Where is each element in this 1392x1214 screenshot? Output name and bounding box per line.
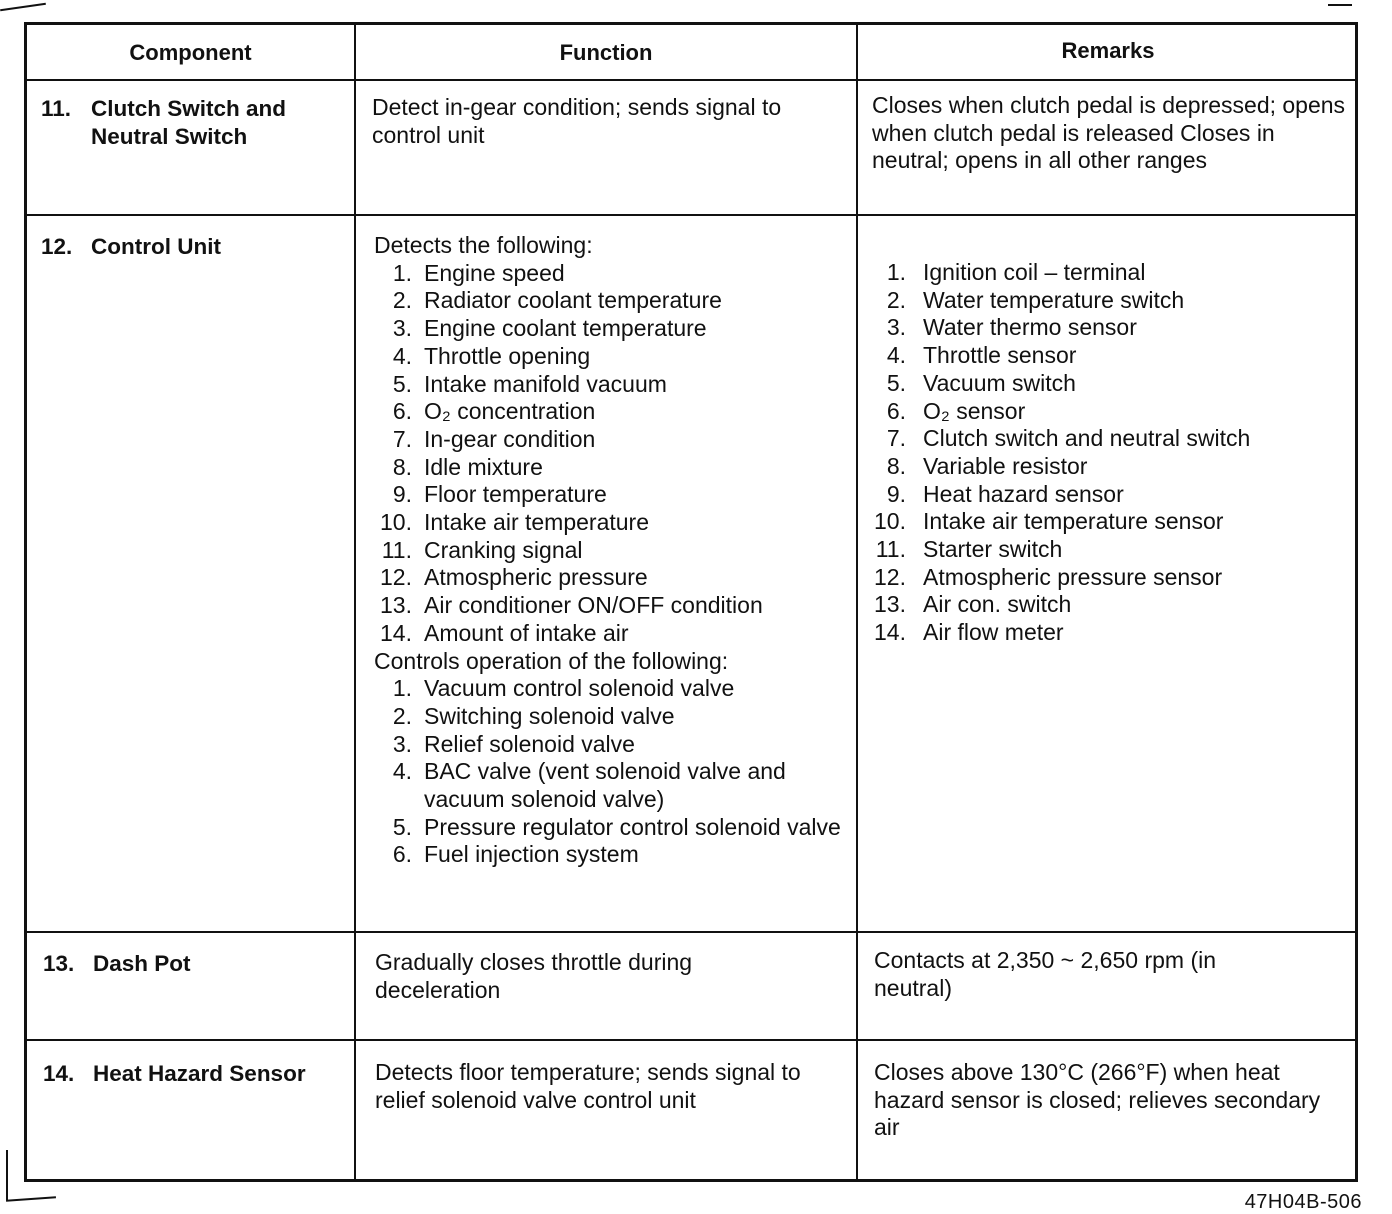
detects-item-label: O₂ concentration <box>424 398 596 425</box>
remarks-item <box>873 259 1348 287</box>
detects-item <box>374 537 844 565</box>
controls-item <box>374 814 844 842</box>
controls-item-number: 1. <box>392 675 412 702</box>
remarks-item-label: Throttle sensor <box>923 342 1077 369</box>
detects-item <box>374 509 844 537</box>
row-14-remarks: Closes above 130°C (266°F) when heat hazard sensor is closed; relieves secondary air <box>874 1059 1321 1141</box>
row-13-remarks: Contacts at 2,350 ~ 2,650 rpm (in neutral) <box>874 947 1217 1001</box>
controls-item-label: Fuel injection system <box>424 841 639 868</box>
detects-item <box>374 315 844 343</box>
detects-item-label: Idle mixture <box>424 453 543 480</box>
row-12-function <box>374 232 844 869</box>
detects-item-number: 5. <box>392 370 412 397</box>
remarks-item-label: Clutch switch and neutral switch <box>923 425 1251 452</box>
row-12-number: 12. <box>41 234 73 259</box>
detects-item-label: Throttle opening <box>424 342 591 369</box>
header-function: Function <box>559 40 653 65</box>
controls-item <box>374 758 844 813</box>
col-divider-1 <box>354 25 356 1179</box>
detects-list <box>374 260 844 648</box>
remarks-item <box>873 619 1348 647</box>
detects-item-label: Cranking signal <box>424 536 583 563</box>
controls-list <box>374 675 844 869</box>
remarks-item-number: 5. <box>886 369 906 396</box>
remarks-item <box>873 425 1348 453</box>
detects-item-label: Intake manifold vacuum <box>424 370 667 397</box>
controls-item-label: Switching solenoid valve <box>424 702 675 729</box>
detects-item <box>374 371 844 399</box>
remarks-item <box>873 370 1348 398</box>
detects-item-number: 12. <box>380 564 412 591</box>
controls-item-number: 6. <box>392 841 412 868</box>
remarks-item-number: 11. <box>875 536 906 563</box>
detects-item-number: 2. <box>392 287 412 314</box>
detects-item-label: In-gear condition <box>424 425 596 452</box>
remarks-item-number: 8. <box>886 452 906 479</box>
remarks-item-label: Ignition coil – terminal <box>923 259 1146 285</box>
detects-item-label: Engine coolant temperature <box>424 315 707 342</box>
header-remarks: Remarks <box>1061 38 1155 63</box>
detects-item <box>374 287 844 315</box>
remarks-item <box>873 287 1348 315</box>
detects-item-label: Amount of intake air <box>424 619 629 646</box>
remarks-item-number: 4. <box>886 342 906 369</box>
scan-mark-bottom-left <box>6 1150 8 1200</box>
remarks-item-label: Water thermo sensor <box>923 314 1137 341</box>
detects-item <box>374 620 844 648</box>
detects-item-number: 13. <box>380 592 412 619</box>
remarks-item-number: 6. <box>886 397 906 424</box>
remarks-item-label: Starter switch <box>923 536 1063 563</box>
controls-item-label: Vacuum control solenoid valve <box>424 675 735 702</box>
remarks-item-label: Air con. switch <box>923 591 1072 618</box>
remarks-item-number: 13. <box>874 591 906 618</box>
row-12-component <box>41 233 341 261</box>
row-13-function: Gradually closes throttle during deceleration <box>375 949 693 1003</box>
row-11-function: Detect in-gear condition; sends signal to control unit <box>372 94 782 148</box>
detects-item <box>374 260 844 288</box>
row-divider-header <box>27 79 1355 81</box>
remarks-item-number: 9. <box>886 480 906 507</box>
figure-code: 47H04B-506 <box>1244 1191 1362 1213</box>
controls-item <box>374 731 844 759</box>
detects-item-label: Intake air temperature <box>424 509 650 536</box>
row-divider-11 <box>27 214 1355 216</box>
controls-item-number: 3. <box>392 730 412 757</box>
controls-item-label: Pressure regulator control solenoid valve <box>424 813 841 840</box>
remarks-list <box>873 259 1348 647</box>
remarks-item <box>873 591 1348 619</box>
detects-intro: Detects the following: <box>374 232 593 258</box>
remarks-item-label: Intake air temperature sensor <box>923 508 1224 535</box>
remarks-item <box>873 536 1348 564</box>
detects-item <box>374 398 844 426</box>
remarks-item-number: 2. <box>886 286 906 313</box>
row-11-remarks: Closes when clutch pedal is depressed; opens when clutch pedal is released Closes in neutral; opens in all other ranges <box>872 92 1346 174</box>
remarks-item <box>873 453 1348 481</box>
row-13-component <box>43 950 343 978</box>
controls-item <box>374 675 844 703</box>
detects-item <box>374 454 844 482</box>
controls-item-label: BAC valve (vent solenoid valve and vacuum solenoid valve) <box>424 758 786 813</box>
detects-item-number: 3. <box>392 315 412 342</box>
row-14-component-name: Heat Hazard Sensor <box>93 1061 306 1086</box>
remarks-item-label: Atmospheric pressure sensor <box>923 563 1223 590</box>
header-component: Component <box>129 40 252 65</box>
controls-intro: Controls operation of the following: <box>374 647 729 674</box>
detects-item-number: 11. <box>381 536 412 563</box>
detects-item <box>374 426 844 454</box>
controls-item-number: 4. <box>392 758 412 785</box>
detects-item <box>374 343 844 371</box>
col-divider-2 <box>856 25 858 1179</box>
row-13-number: 13. <box>43 951 75 976</box>
remarks-item-label: Heat hazard sensor <box>923 480 1124 507</box>
remarks-item-number: 7. <box>886 425 906 452</box>
detects-item <box>374 592 844 620</box>
detects-item-number: 7. <box>392 425 412 452</box>
remarks-item-number: 3. <box>886 314 906 341</box>
detects-item-label: Radiator coolant temperature <box>424 287 722 314</box>
detects-item <box>374 564 844 592</box>
controls-item-number: 5. <box>392 813 412 840</box>
detects-item-number: 6. <box>392 398 412 425</box>
row-12-remarks <box>873 259 1348 647</box>
row-11-component-name: Clutch Switch and Neutral Switch <box>91 96 287 149</box>
remarks-item-label: Air flow meter <box>923 619 1064 646</box>
row-13-component-name: Dash Pot <box>93 951 191 976</box>
detects-item-number: 8. <box>392 453 412 480</box>
remarks-item-label: Vacuum switch <box>923 369 1076 396</box>
remarks-item <box>873 314 1348 342</box>
remarks-item <box>873 564 1348 592</box>
controls-item <box>374 703 844 731</box>
detects-item-number: 1. <box>392 259 412 286</box>
row-14-number: 14. <box>43 1061 75 1086</box>
detects-item-number: 10. <box>380 509 412 536</box>
row-12-component-name: Control Unit <box>91 234 221 259</box>
controls-item <box>374 841 844 869</box>
remarks-item <box>873 508 1348 536</box>
remarks-item-label: O₂ sensor <box>923 397 1026 424</box>
remarks-item-number: 14. <box>874 619 906 646</box>
controls-item-number: 2. <box>392 702 412 729</box>
row-14-component <box>43 1060 348 1088</box>
scan-mark-top-right <box>1328 4 1352 6</box>
remarks-item-label: Variable resistor <box>923 452 1088 479</box>
row-11-number: 11. <box>41 96 72 121</box>
detects-item-number: 4. <box>392 342 412 369</box>
row-11-component <box>41 95 341 151</box>
row-divider-13 <box>27 1039 1355 1041</box>
row-divider-12 <box>27 931 1355 933</box>
remarks-item-number: 12. <box>874 563 906 590</box>
row-14-function: Detects floor temperature; sends signal to relief solenoid valve control unit <box>375 1059 801 1113</box>
detects-item-label: Floor temperature <box>424 481 607 508</box>
detects-item-label: Air conditioner ON/OFF condition <box>424 592 763 619</box>
remarks-item <box>873 398 1348 426</box>
detects-item-number: 9. <box>392 481 412 508</box>
remarks-item <box>873 481 1348 509</box>
remarks-item <box>873 342 1348 370</box>
remarks-item-label: Water temperature switch <box>923 286 1185 313</box>
detects-item-label: Engine speed <box>424 259 565 286</box>
detects-item-label: Atmospheric pressure <box>424 564 648 591</box>
scan-mark-top-left <box>0 3 46 11</box>
detects-item <box>374 481 844 509</box>
spec-table <box>24 22 1358 1182</box>
detects-item-number: 14. <box>380 619 412 646</box>
remarks-item-number: 1. <box>886 259 906 285</box>
remarks-item-number: 10. <box>874 508 906 535</box>
controls-item-label: Relief solenoid valve <box>424 730 635 757</box>
scan-mark-bottom-left-h <box>6 1196 56 1201</box>
